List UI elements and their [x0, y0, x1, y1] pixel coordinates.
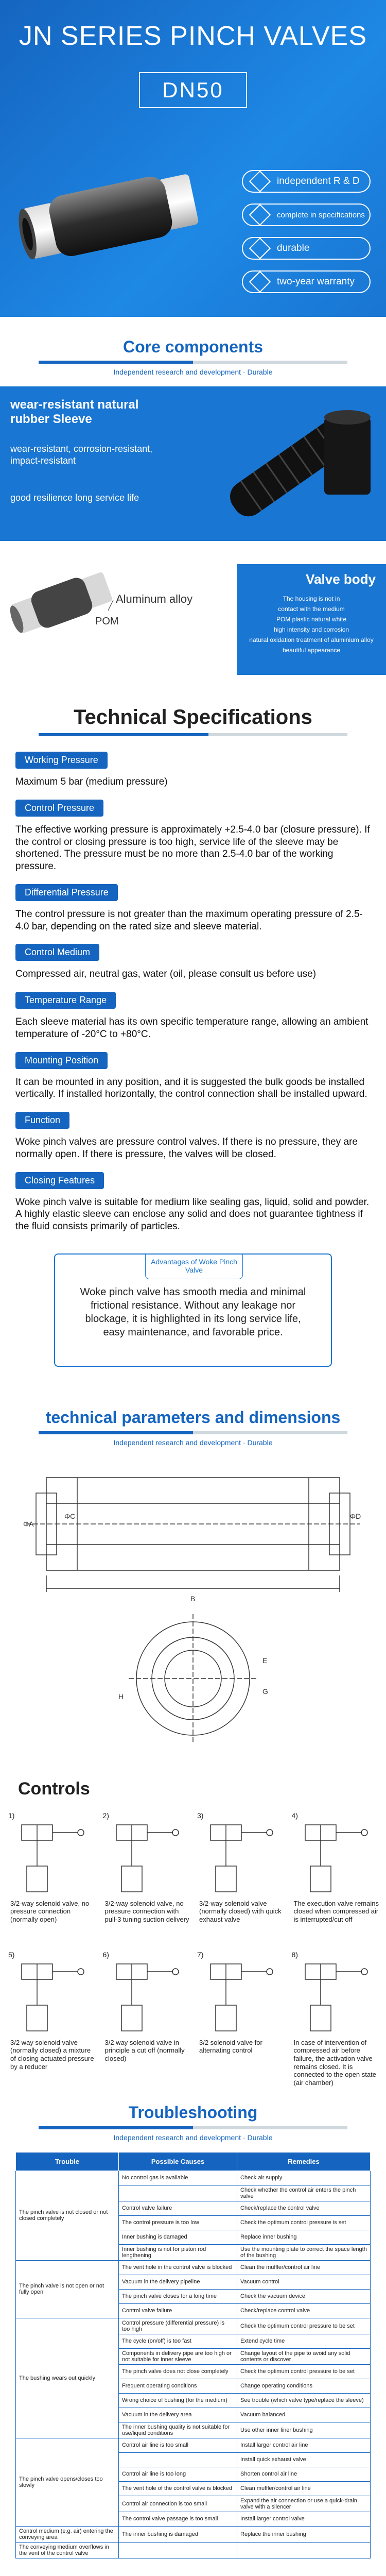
section-heading: Troubleshooting	[128, 2103, 258, 2122]
remedy-cell: Check the vacuum device	[237, 2289, 371, 2303]
schematic-image	[106, 1820, 188, 1897]
divider	[39, 733, 347, 736]
table-row	[16, 2438, 371, 2452]
diamond-icon	[249, 204, 271, 226]
section-subtitle: Independent research and development · Durable	[113, 1438, 273, 1447]
trouble-cell: The pinch valve is not closed or not closed completely	[16, 2171, 119, 2260]
control-number: 4)	[291, 1811, 298, 1820]
cause-cell: The cycle (on/off) is too fast	[119, 2334, 237, 2348]
remedy-cell: Install larger control valve	[237, 2512, 371, 2526]
cause-cell: The control valve passage is too small	[119, 2512, 237, 2526]
schematic-image	[106, 1959, 188, 2036]
cause-cell	[119, 2452, 237, 2467]
spec-label: Closing Features	[15, 1172, 104, 1189]
spec-text: The control pressure is not greater than the maximum operating pressure of 2.5-4.0 bar, depending on the rated size and sleeve material.	[15, 908, 363, 932]
trouble-cell: The pinch valve is not open or not fully open	[16, 2260, 119, 2318]
control-diagram	[101, 1809, 191, 1943]
spec-label: Working Pressure	[15, 752, 108, 769]
aluminum-label: Aluminum alloy	[116, 592, 193, 605]
spec-text: Compressed air, neutral gas, water (oil, please consult us before use)	[15, 969, 317, 980]
col-header: Trouble	[16, 2152, 119, 2171]
dim-label: ΦA	[23, 1519, 34, 1528]
remedy-cell: Check the optimum control pressure to be set	[237, 2364, 371, 2379]
advantages-box	[54, 1253, 332, 1367]
schematic-image	[295, 1959, 377, 2036]
spec-label: Function	[15, 1112, 69, 1129]
cause-cell: Inner bushing is damaged	[119, 2230, 237, 2244]
divider	[39, 361, 347, 364]
cause-cell	[119, 2185, 237, 2201]
section-subtitle: Independent research and development · Durable	[113, 368, 273, 376]
troubleshooting-section	[0, 2082, 386, 2558]
sleeve-good: good resilience long service life	[10, 493, 139, 503]
trouble-cell: The bushing wears out quickly	[16, 2318, 119, 2438]
dimension-drawing	[15, 1457, 371, 1751]
feature-durable: durable	[242, 237, 371, 260]
remedy-cell: Change layout of the pipe to avoid any solid contents or discover	[237, 2348, 371, 2364]
sleeve-title: wear-resistant natural rubber Sleeve	[10, 398, 139, 426]
control-number: 7)	[197, 1950, 204, 1959]
cause-cell: Inner bushing is not for piston rod lengthening	[119, 2244, 237, 2260]
control-number: 6)	[102, 1950, 109, 1959]
schematic-image	[295, 1820, 377, 1897]
controls-section	[0, 1778, 386, 2087]
divider	[39, 2126, 347, 2129]
remedy-cell: Clean muffler/control air line	[237, 2481, 371, 2496]
spec-text: It can be mounted in any position, and it is suggested the bulk goods be installed vertically. If installed horizontally, the control connection shall be installed upward.	[15, 1076, 367, 1100]
params-section	[0, 1372, 386, 1753]
schematic-image	[11, 1820, 94, 1897]
remedy-cell: Use other inner liner bushing	[237, 2422, 371, 2438]
remedy-cell: Use the mounting plate to correct the space length of the bushing	[237, 2244, 371, 2260]
table-row	[16, 2542, 371, 2558]
spec-text: Each sleeve material has its own specific temperature range, allowing an ambient temperature of -20°C to +80°C.	[15, 1016, 369, 1040]
controls-heading: Controls	[18, 1778, 90, 1799]
spec-label: Control Pressure	[15, 800, 103, 817]
control-number: 3)	[197, 1811, 204, 1820]
control-number: 8)	[291, 1950, 298, 1959]
trouble-cell: The pinch valve opens/closes too slowly	[16, 2438, 119, 2526]
col-header: Possible Causes	[119, 2152, 237, 2171]
divider	[39, 1431, 347, 1434]
remedy-cell: Vacuum control	[237, 2275, 371, 2289]
cause-cell: Frequent operating conditions	[119, 2379, 237, 2393]
remedy-cell: Install quick exhaust valve	[237, 2452, 371, 2467]
control-caption: 3/2-way solenoid valve, no pressure connection with pull-3 tuning suction delivery	[104, 1899, 189, 1923]
table-row	[16, 2526, 371, 2542]
feature-warranty: two-year warranty	[242, 270, 371, 293]
trouble-cell: Control medium (e.g. air) entering the conveying area	[16, 2526, 119, 2542]
control-number: 5)	[8, 1950, 15, 1959]
rubber-sleeve-image	[201, 397, 386, 536]
control-number: 2)	[102, 1811, 109, 1820]
remedy-cell: Expand the air connection or use a quick-drain valve with a silencer	[237, 2496, 371, 2512]
cause-cell: The inner bushing is damaged	[119, 2526, 237, 2542]
section-heading: Technical Specifications	[74, 706, 312, 728]
cause-cell: Control air line is too long	[119, 2467, 237, 2481]
remedy-cell: Change operating conditions	[237, 2379, 371, 2393]
remedy-cell: Check/replace control valve	[237, 2303, 371, 2318]
control-number: 1)	[8, 1811, 15, 1820]
spec-label: Control Medium	[15, 944, 99, 961]
cause-cell: Control air connection is too small	[119, 2496, 237, 2512]
cause-cell: The pinch valve closes for a long time	[119, 2289, 237, 2303]
cause-cell: The pinch valve does not close completely	[119, 2364, 237, 2379]
control-diagram	[290, 1948, 380, 2087]
control-diagram	[6, 1809, 97, 1943]
schematic-image	[200, 1820, 283, 1897]
control-diagram	[290, 1809, 380, 1943]
spec-list	[15, 740, 371, 1233]
advantages-tag: Advantages of Woke Pinch Valve	[145, 1253, 243, 1279]
cause-cell: Vacuum in the delivery pipeline	[119, 2275, 237, 2289]
section-subtitle: Independent research and development · Durable	[113, 2133, 273, 2142]
pinch-valve-image	[15, 165, 206, 268]
cause-cell: The inner bushing quality is not suitable for use/liquid conditions	[119, 2422, 237, 2438]
spec-label: Differential Pressure	[15, 884, 118, 901]
tech-spec-section	[0, 675, 386, 1372]
control-caption: 3/2-way solenoid valve, no pressure connection (normally open)	[10, 1899, 90, 1923]
cause-cell: The vent hole of the control valve is blocked	[119, 2481, 237, 2496]
controls-grid	[6, 1809, 380, 2087]
diamond-icon	[249, 171, 271, 192]
spec-text: Maximum 5 bar (medium pressure)	[15, 776, 168, 787]
hero-title: JN SERIES PINCH VALVES	[19, 21, 367, 51]
remedy-cell: Replace inner bushing	[237, 2230, 371, 2244]
remedy-cell: Replace the inner bushing	[237, 2526, 371, 2542]
dim-label: B	[190, 1594, 196, 1603]
cause-cell: Wrong choice of bushing (for the medium)	[119, 2393, 237, 2408]
trouble-cell: The conveying medium overflows in the vent of the control valve	[16, 2542, 119, 2558]
cause-cell: Control air line is too small	[119, 2438, 237, 2452]
pom-label: POM	[95, 616, 119, 627]
feature-rd: independent R & D	[242, 170, 371, 193]
dim-label: E	[262, 1656, 268, 1665]
hero-banner	[0, 0, 386, 317]
spec-text: Woke pinch valves are pressure control valves. If there is no pressure, they are normally open. If there is pressure, the valves will be closed.	[15, 1137, 358, 1160]
remedy-cell: Clean the muffler/control air line	[237, 2260, 371, 2275]
troubleshooting-table	[15, 2152, 371, 2558]
cause-cell: Control pressure (differential pressure) is too high	[119, 2318, 237, 2334]
remedy-cell	[237, 2542, 371, 2558]
core-components-section	[0, 317, 386, 675]
spec-label: Temperature Range	[15, 992, 116, 1009]
valve-body-title: Valve body	[306, 571, 376, 587]
spec-text: The effective working pressure is approximately +2.5-4.0 bar (closure pressure). If the control or closing pressure is too high, service life of the sleeve may be shortened. The pressure must be no more than 2.5-4.0 bar of the working pressure.	[15, 824, 370, 872]
cause-cell: Vacuum in the delivery area	[119, 2408, 237, 2422]
control-caption: 3/2 way solenoid valve in principle a cut off (normally closed)	[104, 2038, 185, 2062]
dim-label: H	[118, 1692, 124, 1701]
remedy-cell: Vacuum balanced	[237, 2408, 371, 2422]
advantages-text: Woke pinch valve has smooth media and minimal frictional resistance. Without any leakage nor blockage, it is highlighted in its long service life, easy maintenance, and favorable price.	[80, 1286, 306, 1338]
spec-text: Woke pinch valve is suitable for medium like sealing gas, liquid, solid and powder. A highly elastic sleeve can enclose any solid and does not guarantee tightness if the fluid consists primarily of particles.	[15, 1196, 370, 1232]
size-badge: DN50	[139, 72, 247, 108]
remedy-cell: Check the optimum control pressure is set	[237, 2215, 371, 2230]
sleeve-desc: wear-resistant, corrosion-resistant, impact-resistant	[10, 444, 153, 466]
control-caption: The execution valve remains closed when compressed air is interrupted/cut off	[293, 1899, 379, 1923]
control-caption: 3/2 solenoid valve for alternating control	[199, 2038, 262, 2055]
control-diagram	[195, 1809, 286, 1943]
feature-spec: complete in specifications	[242, 204, 371, 226]
remedy-cell: See trouble (which valve type/replace the sleeve)	[237, 2393, 371, 2408]
control-diagram	[101, 1948, 191, 2082]
section-heading: Core components	[122, 337, 264, 356]
dim-label: ΦD	[350, 1512, 361, 1520]
cause-cell: Components in delivery pipe are too high or not suitable for inner sleeve	[119, 2348, 237, 2364]
cause-cell: The control pressure is too low	[119, 2215, 237, 2230]
remedy-cell: Check air supply	[237, 2171, 371, 2185]
table-row	[16, 2260, 371, 2275]
remedy-cell: Extend cycle time	[237, 2334, 371, 2348]
table-row	[16, 2171, 371, 2185]
schematic-image	[11, 1959, 94, 2036]
control-caption: In case of intervention of compressed air before failure, the activation valve remains closed. It is connected to the open state (air chamber)	[293, 2038, 376, 2087]
remedy-cell: Check whether the control air enters the pinch valve	[237, 2185, 371, 2201]
control-diagram	[6, 1948, 97, 2082]
control-caption: 3/2 way solenoid valve (normally closed) a mixture of closing actuated pressure by a reducer	[10, 2038, 94, 2071]
valve-body-box: Valve body The housing is not in contact with the medium POM plastic natural white high intensity and corrosion natural oxidation treatment of aluminium alloy beautiful appearance	[237, 564, 386, 675]
schematic-image	[200, 1959, 283, 2036]
cause-cell	[119, 2542, 237, 2558]
table-row	[16, 2318, 371, 2334]
dim-label: ΦC	[64, 1512, 76, 1520]
cause-cell: Control valve failure	[119, 2303, 237, 2318]
control-caption: 3/2-way solenoid valve (normally closed) with quick exhaust valve	[199, 1899, 282, 1923]
cause-cell: The vent hole in the control valve is blocked	[119, 2260, 237, 2275]
remedy-cell: Check the optimum control pressure to be set	[237, 2318, 371, 2334]
control-diagram	[195, 1948, 286, 2082]
dim-label: G	[262, 1687, 268, 1696]
remedy-cell: Install larger control air line	[237, 2438, 371, 2452]
cause-cell: No control gas is available	[119, 2171, 237, 2185]
remedy-cell: Check/replace the control valve	[237, 2201, 371, 2215]
col-header: Remedies	[237, 2152, 371, 2171]
diamond-icon	[249, 271, 271, 293]
section-heading: technical parameters and dimensions	[45, 1408, 341, 1427]
spec-label: Mounting Position	[15, 1052, 108, 1069]
remedy-cell: Shorten control air line	[237, 2467, 371, 2481]
diamond-icon	[249, 238, 271, 259]
cause-cell: Control valve failure	[119, 2201, 237, 2215]
